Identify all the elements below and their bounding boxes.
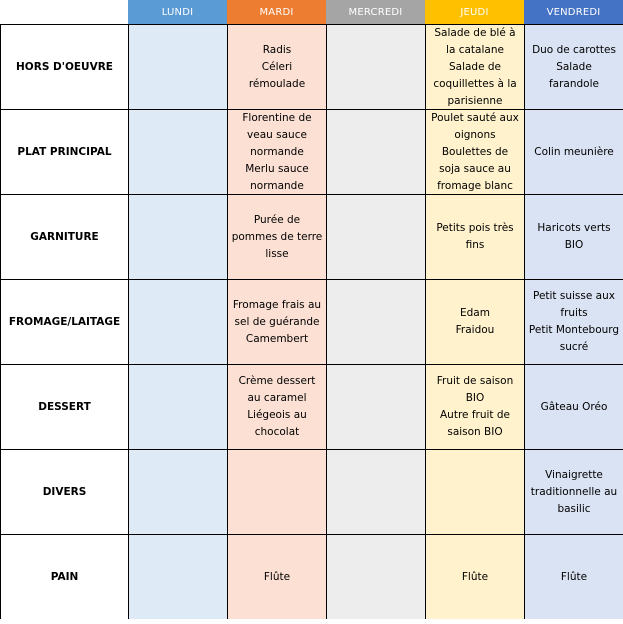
menu-cell-divers-vendredi bbox=[524, 449, 623, 534]
menu-cell-pain-mercredi bbox=[326, 534, 425, 619]
menu-cell-plat-principal-jeudi bbox=[425, 109, 524, 194]
menu-cell-fromage-laitage-mercredi bbox=[326, 279, 425, 364]
menu-item-text: Gâteau Oréo bbox=[540, 400, 608, 413]
menu-cell-dessert-lundi bbox=[128, 364, 227, 449]
menu-item-text: Flûte bbox=[560, 570, 588, 583]
menu-cell-pain-jeudi bbox=[425, 534, 524, 619]
row-label-dessert: DESSERT bbox=[0, 364, 128, 449]
menu-cell-plat-principal-mardi bbox=[227, 109, 326, 194]
menu-item-text: Petits pois très fins bbox=[436, 222, 514, 251]
row-label-divers: DIVERS bbox=[0, 449, 128, 534]
menu-item-text: Edam Fraidou bbox=[455, 307, 495, 336]
menu-cell-dessert-mercredi bbox=[326, 364, 425, 449]
menu-item-text: Haricots verts BIO bbox=[537, 222, 611, 251]
menu-item-text: Flûte bbox=[461, 570, 489, 583]
menu-item-text: Fromage frais au sel de guérande Camembert bbox=[232, 298, 322, 345]
menu-cell-pain-mardi bbox=[227, 534, 326, 619]
menu-item-text: Colin meunière bbox=[534, 145, 614, 158]
menu-item-text: Flûte bbox=[263, 570, 291, 583]
menu-item-text: Duo de carottes Salade farandole bbox=[532, 43, 616, 90]
menu-cell-dessert-jeudi bbox=[425, 364, 524, 449]
menu-cell-fromage-laitage-vendredi bbox=[524, 279, 623, 364]
row-label-pain: PAIN bbox=[0, 534, 128, 619]
row-label-fromage-laitage: FROMAGE/LAITAGE bbox=[0, 279, 128, 364]
menu-cell-divers-jeudi bbox=[425, 449, 524, 534]
menu-cell-fromage-laitage-lundi bbox=[128, 279, 227, 364]
menu-cell-dessert-mardi bbox=[227, 364, 326, 449]
menu-cell-divers-mercredi bbox=[326, 449, 425, 534]
menu-item-text: Vinaigrette traditionnelle au basilic bbox=[530, 468, 618, 515]
day-header-jeudi: JEUDI bbox=[425, 0, 524, 24]
menu-item-text: Fruit de saison BIO Autre fruit de saison BIO bbox=[436, 375, 514, 438]
menu-cell-hors-d-oeuvre-lundi bbox=[128, 24, 227, 109]
menu-item-text: Purée de pommes de terre lisse bbox=[231, 213, 323, 260]
menu-cell-plat-principal-vendredi bbox=[524, 109, 623, 194]
menu-cell-pain-vendredi bbox=[524, 534, 623, 619]
menu-cell-garniture-lundi bbox=[128, 194, 227, 279]
menu-item-text: Florentine de veau sauce normande Merlu sauce normande bbox=[242, 111, 312, 192]
menu-cell-hors-d-oeuvre-mercredi bbox=[326, 24, 425, 109]
header-corner bbox=[0, 0, 128, 24]
menu-cell-pain-lundi bbox=[128, 534, 227, 619]
menu-cell-garniture-jeudi bbox=[425, 194, 524, 279]
menu-cell-garniture-vendredi bbox=[524, 194, 623, 279]
day-header-lundi: LUNDI bbox=[128, 0, 227, 24]
menu-cell-garniture-mardi bbox=[227, 194, 326, 279]
menu-cell-hors-d-oeuvre-mardi bbox=[227, 24, 326, 109]
menu-item-text: Radis Céleri rémoulade bbox=[248, 43, 306, 90]
menu-item-text: Crème dessert au caramel Liégeois au chocolat bbox=[238, 375, 316, 438]
day-header-vendredi: VENDREDI bbox=[524, 0, 623, 24]
menu-cell-plat-principal-mercredi bbox=[326, 109, 425, 194]
menu-cell-divers-lundi bbox=[128, 449, 227, 534]
day-header-mardi: MARDI bbox=[227, 0, 326, 24]
menu-cell-dessert-vendredi bbox=[524, 364, 623, 449]
menu-cell-garniture-mercredi bbox=[326, 194, 425, 279]
menu-item-text: Poulet sauté aux oignons Boulettes de soja sauce au fromage blanc bbox=[431, 111, 519, 192]
menu-item-text: Salade de blé à la catalane Salade de coquillettes à la parisienne bbox=[433, 26, 517, 107]
menu-cell-hors-d-oeuvre-vendredi bbox=[524, 24, 623, 109]
row-label-hors-d-oeuvre: HORS D'OEUVRE bbox=[0, 24, 128, 109]
day-header-mercredi: MERCREDI bbox=[326, 0, 425, 24]
menu-item-text: Petit suisse aux fruits Petit Montebourg sucré bbox=[528, 290, 620, 353]
row-label-garniture: GARNITURE bbox=[0, 194, 128, 279]
menu-cell-fromage-laitage-mardi bbox=[227, 279, 326, 364]
menu-cell-plat-principal-lundi bbox=[128, 109, 227, 194]
row-label-plat-principal: PLAT PRINCIPAL bbox=[0, 109, 128, 194]
menu-cell-fromage-laitage-jeudi bbox=[425, 279, 524, 364]
menu-cell-hors-d-oeuvre-jeudi bbox=[425, 24, 524, 109]
menu-cell-divers-mardi bbox=[227, 449, 326, 534]
